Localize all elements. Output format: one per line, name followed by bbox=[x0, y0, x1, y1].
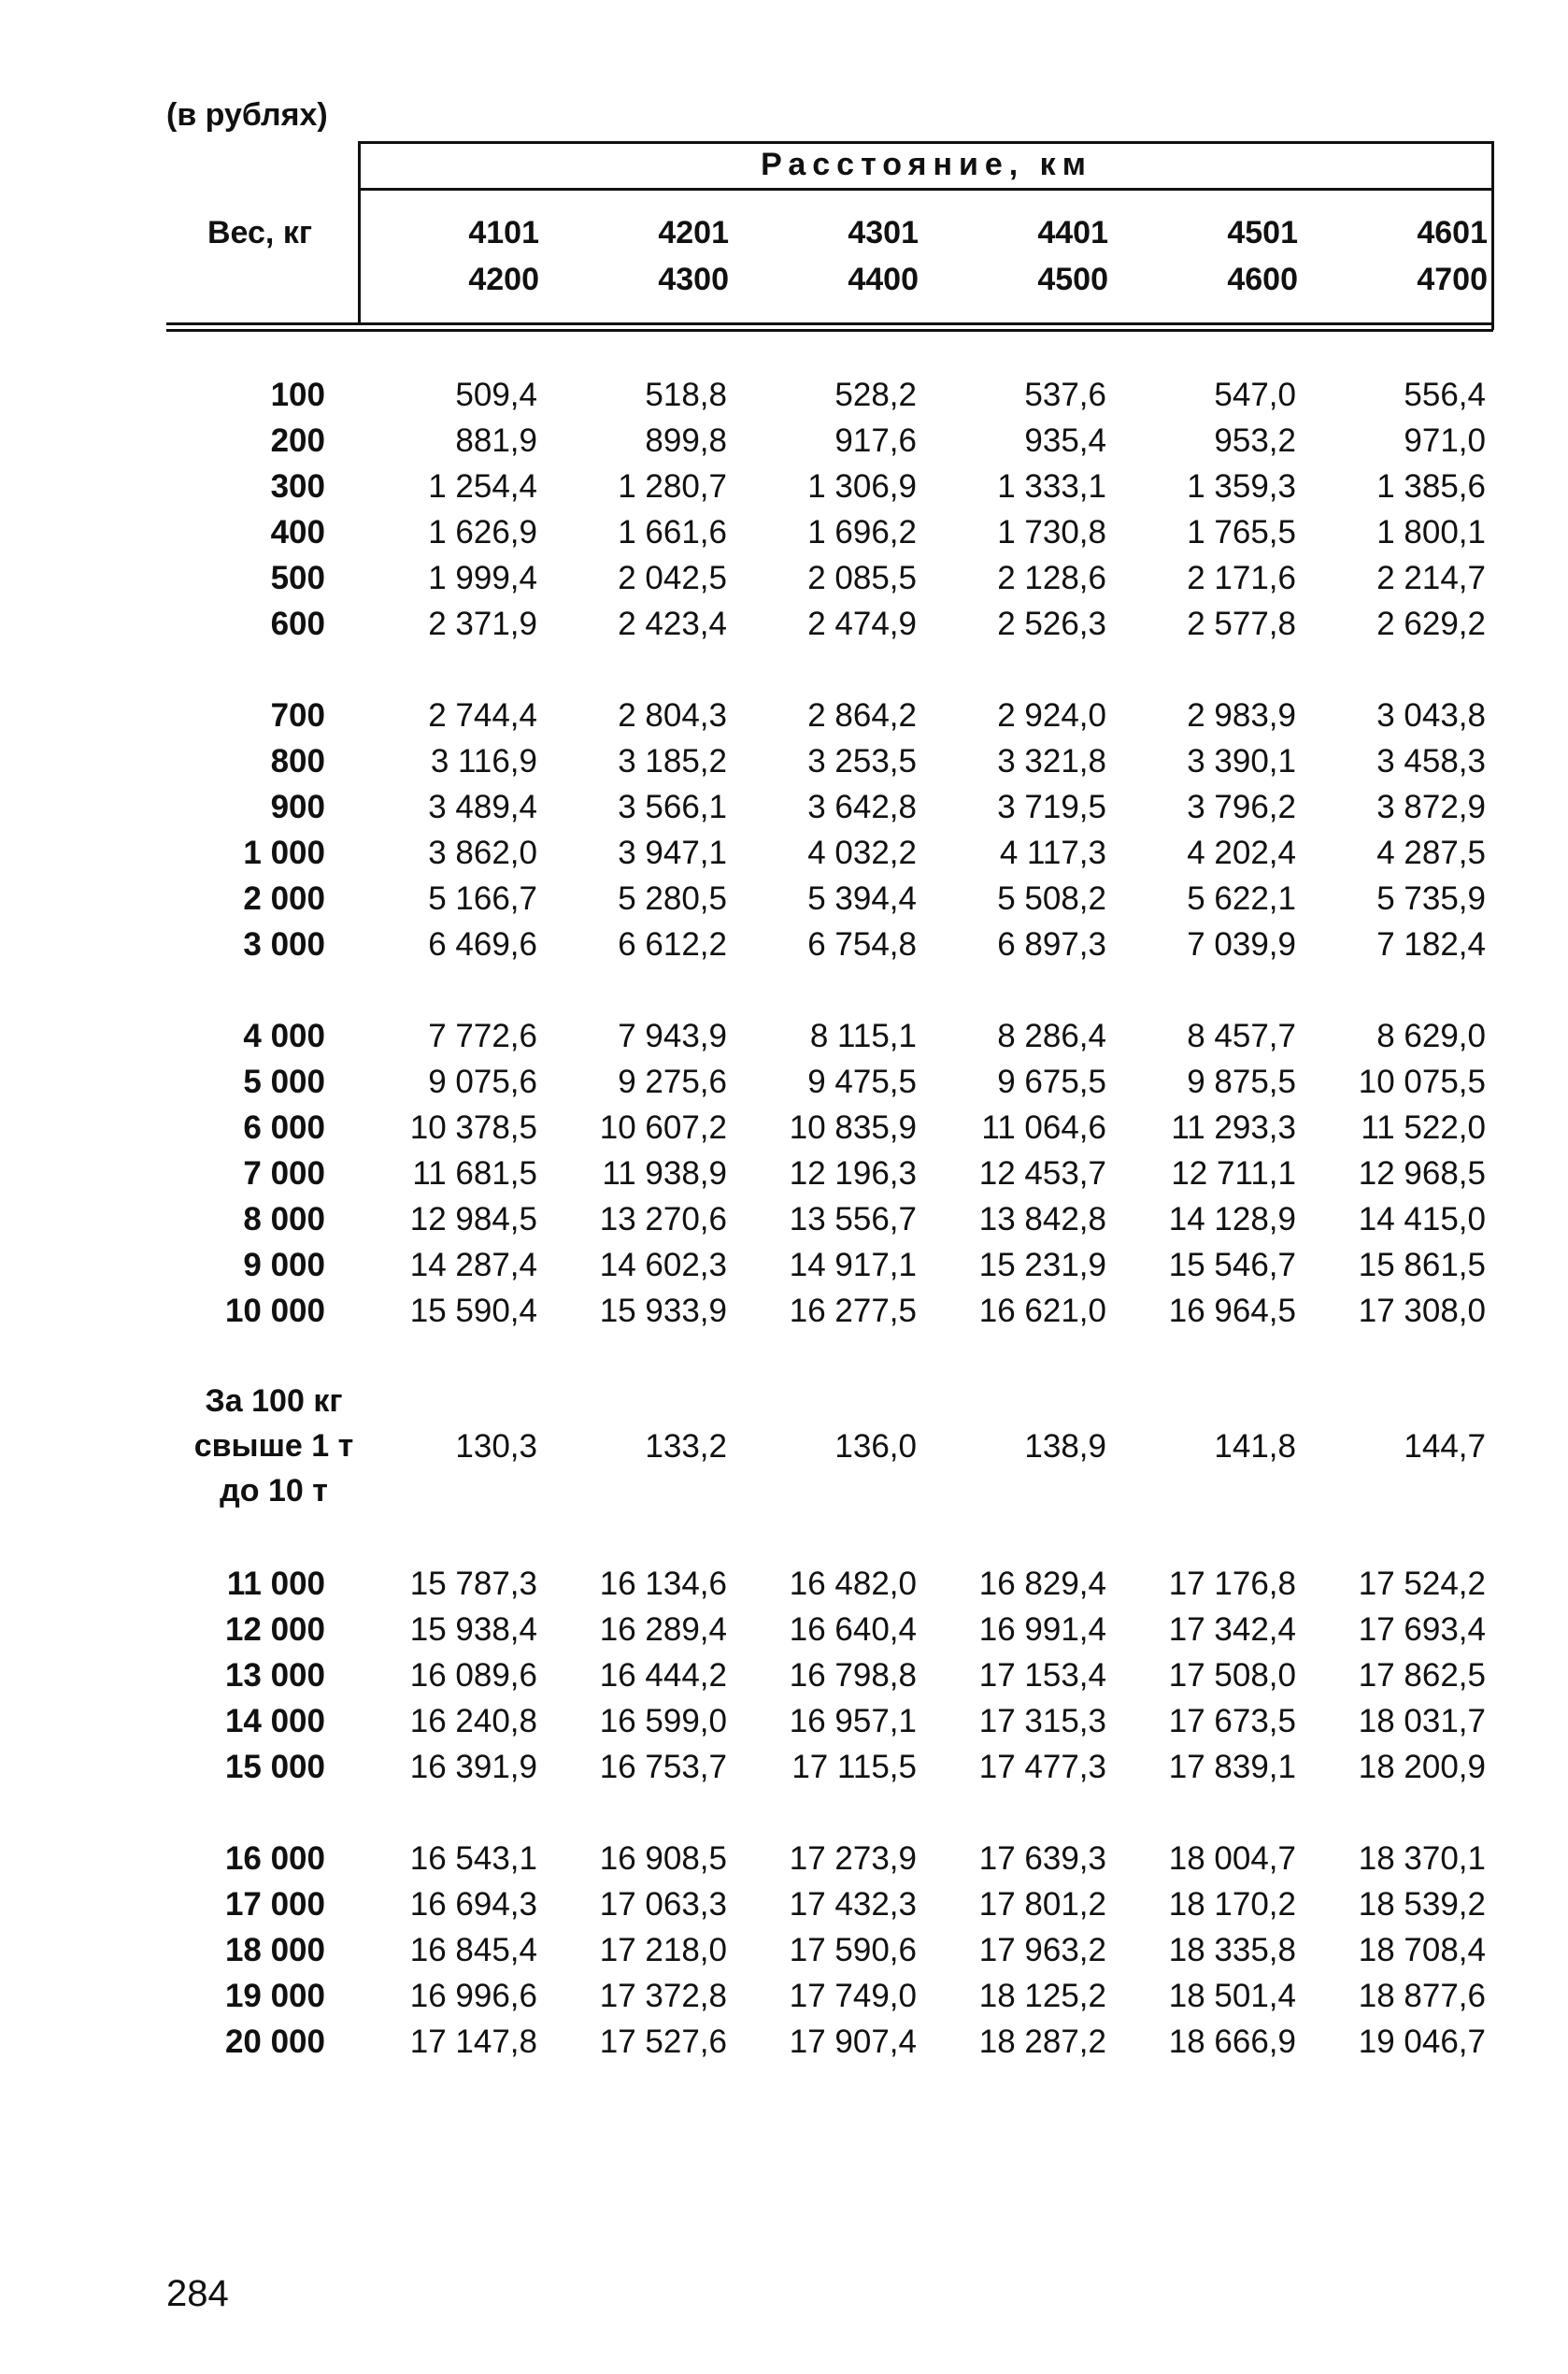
price-cell: 17 524,2 bbox=[1358, 1566, 1486, 1602]
price-cell: 1 385,6 bbox=[1376, 468, 1486, 505]
weight-cell: 5 000 bbox=[243, 1064, 325, 1100]
price-cell: 17 839,1 bbox=[1168, 1749, 1296, 1785]
price-cell: 15 787,3 bbox=[409, 1566, 537, 1602]
weight-cell: 2 000 bbox=[243, 880, 325, 917]
price-cell: 17 315,3 bbox=[978, 1703, 1106, 1739]
table-row bbox=[0, 1151, 1568, 1196]
price-cell: 17 218,0 bbox=[599, 1932, 727, 1968]
weight-cell: 9 000 bbox=[243, 1247, 325, 1283]
price-cell: 2 924,0 bbox=[997, 697, 1106, 734]
weight-cell: 400 bbox=[270, 514, 325, 551]
price-cell: 547,0 bbox=[1214, 377, 1296, 413]
price-cell: 2 423,4 bbox=[618, 606, 727, 642]
price-cell: 1 254,4 bbox=[428, 468, 537, 505]
table-row bbox=[0, 693, 1568, 738]
price-cell: 1 661,6 bbox=[618, 514, 727, 551]
price-cell: 16 240,8 bbox=[409, 1703, 537, 1739]
weight-cell: 6 000 bbox=[243, 1109, 325, 1146]
weight-cell: 3 000 bbox=[243, 926, 325, 963]
weight-column-title: Вес, кг bbox=[207, 215, 312, 250]
price-cell: 16 694,3 bbox=[409, 1886, 537, 1923]
price-cell: 1 765,5 bbox=[1187, 514, 1296, 551]
range-from: 4201 bbox=[658, 215, 729, 250]
range-from: 4301 bbox=[848, 215, 919, 250]
price-cell: 5 508,2 bbox=[997, 880, 1106, 917]
price-cell: 2 864,2 bbox=[807, 697, 917, 734]
price-cell: 13 842,8 bbox=[978, 1201, 1106, 1237]
price-cell: 13 270,6 bbox=[599, 1201, 727, 1237]
price-cell: 15 861,5 bbox=[1358, 1247, 1486, 1283]
range-from: 4401 bbox=[1037, 215, 1108, 250]
price-cell: 2 804,3 bbox=[618, 697, 727, 734]
price-cell: 5 622,1 bbox=[1187, 880, 1296, 917]
price-cell: 18 877,6 bbox=[1358, 1978, 1486, 2014]
weight-cell: 800 bbox=[270, 743, 325, 779]
table-row bbox=[0, 1288, 1568, 1334]
header-bottom-double-rule-1 bbox=[166, 322, 1493, 325]
weight-cell: 18 000 bbox=[224, 1932, 325, 1968]
price-cell: 17 801,2 bbox=[978, 1886, 1106, 1923]
distance-underline bbox=[360, 188, 1493, 191]
price-cell: 17 273,9 bbox=[789, 1840, 917, 1877]
price-cell: 899,8 bbox=[645, 422, 727, 459]
table-row bbox=[0, 1242, 1568, 1288]
distance-column-title: Расстояние, км bbox=[761, 147, 1092, 182]
price-cell: 8 286,4 bbox=[997, 1018, 1106, 1054]
range-from: 4501 bbox=[1227, 215, 1298, 250]
per-100kg-label-line: до 10 т bbox=[220, 1473, 328, 1509]
price-cell: 18 501,4 bbox=[1168, 1978, 1296, 2014]
price-cell: 130,3 bbox=[455, 1428, 537, 1465]
price-cell: 17 673,5 bbox=[1168, 1703, 1296, 1739]
price-cell: 16 134,6 bbox=[599, 1566, 727, 1602]
price-cell: 1 333,1 bbox=[997, 468, 1106, 505]
price-cell: 15 933,9 bbox=[599, 1293, 727, 1329]
price-cell: 16 845,4 bbox=[409, 1932, 537, 1968]
table-row bbox=[0, 372, 1568, 418]
table-row bbox=[0, 1836, 1568, 1881]
table-row bbox=[0, 1013, 1568, 1059]
price-cell: 2 128,6 bbox=[997, 560, 1106, 596]
table-row bbox=[0, 1744, 1568, 1790]
price-cell: 16 829,4 bbox=[978, 1566, 1106, 1602]
range-to: 4300 bbox=[658, 262, 729, 297]
weight-cell: 16 000 bbox=[224, 1840, 325, 1877]
price-cell: 17 639,3 bbox=[978, 1840, 1106, 1877]
table-row bbox=[0, 1881, 1568, 1927]
price-cell: 8 457,7 bbox=[1187, 1018, 1296, 1054]
table-row bbox=[0, 922, 1568, 967]
price-cell: 138,9 bbox=[1024, 1428, 1106, 1465]
price-cell: 6 612,2 bbox=[618, 926, 727, 963]
price-cell: 16 444,2 bbox=[599, 1657, 727, 1694]
price-cell: 9 075,6 bbox=[428, 1064, 537, 1100]
price-cell: 4 287,5 bbox=[1376, 835, 1486, 871]
price-cell: 17 693,4 bbox=[1358, 1611, 1486, 1648]
price-cell: 3 043,8 bbox=[1376, 697, 1486, 734]
weight-cell: 700 bbox=[270, 697, 325, 734]
price-cell: 3 947,1 bbox=[618, 835, 727, 871]
price-cell: 18 539,2 bbox=[1358, 1886, 1486, 1923]
price-cell: 16 289,4 bbox=[599, 1611, 727, 1648]
price-cell: 4 032,2 bbox=[807, 835, 917, 871]
weight-cell: 12 000 bbox=[224, 1611, 325, 1648]
table-row bbox=[0, 784, 1568, 830]
price-cell: 1 800,1 bbox=[1376, 514, 1486, 551]
table-row bbox=[0, 464, 1568, 509]
price-cell: 3 566,1 bbox=[618, 789, 727, 825]
table-row bbox=[0, 1105, 1568, 1151]
price-cell: 5 280,5 bbox=[618, 880, 727, 917]
price-cell: 11 064,6 bbox=[981, 1109, 1106, 1146]
price-cell: 17 372,8 bbox=[599, 1978, 727, 2014]
price-cell: 2 744,4 bbox=[428, 697, 537, 734]
price-cell: 12 968,5 bbox=[1358, 1155, 1486, 1192]
price-cell: 16 996,6 bbox=[409, 1978, 537, 2014]
price-cell: 9 275,6 bbox=[618, 1064, 727, 1100]
price-cell: 2 171,6 bbox=[1187, 560, 1296, 596]
price-cell: 8 629,0 bbox=[1376, 1018, 1486, 1054]
price-cell: 16 753,7 bbox=[599, 1749, 727, 1785]
price-cell: 6 897,3 bbox=[997, 926, 1106, 963]
price-cell: 1 359,3 bbox=[1187, 468, 1296, 505]
price-cell: 2 983,9 bbox=[1187, 697, 1296, 734]
table-row bbox=[0, 2019, 1568, 2065]
price-cell: 8 115,1 bbox=[809, 1018, 917, 1054]
table-row bbox=[0, 418, 1568, 464]
price-cell: 14 415,0 bbox=[1358, 1201, 1486, 1237]
header-bottom-double-rule-2 bbox=[166, 329, 1493, 332]
price-cell: 136,0 bbox=[834, 1428, 917, 1465]
price-cell: 3 642,8 bbox=[807, 789, 917, 825]
range-to: 4500 bbox=[1037, 262, 1108, 297]
price-cell: 16 908,5 bbox=[599, 1840, 727, 1877]
weight-cell: 19 000 bbox=[224, 1978, 325, 2014]
price-cell: 10 075,5 bbox=[1358, 1064, 1486, 1100]
price-cell: 17 527,6 bbox=[599, 2024, 727, 2060]
price-cell: 2 577,8 bbox=[1187, 606, 1296, 642]
price-cell: 17 432,3 bbox=[789, 1886, 917, 1923]
price-cell: 509,4 bbox=[455, 377, 537, 413]
weight-cell: 14 000 bbox=[224, 1703, 325, 1739]
price-cell: 18 031,7 bbox=[1358, 1703, 1486, 1739]
price-cell: 2 042,5 bbox=[618, 560, 727, 596]
price-cell: 18 666,9 bbox=[1168, 2024, 1296, 2060]
price-cell: 18 200,9 bbox=[1358, 1749, 1486, 1785]
price-cell: 10 378,5 bbox=[409, 1109, 537, 1146]
price-cell: 11 522,0 bbox=[1361, 1109, 1486, 1146]
table-row bbox=[0, 1927, 1568, 1973]
price-cell: 2 474,9 bbox=[807, 606, 917, 642]
price-cell: 16 621,0 bbox=[978, 1293, 1106, 1329]
range-to: 4600 bbox=[1227, 262, 1298, 297]
price-cell: 16 599,0 bbox=[599, 1703, 727, 1739]
range-from: 4601 bbox=[1417, 215, 1488, 250]
weight-cell: 8 000 bbox=[243, 1201, 325, 1237]
price-cell: 528,2 bbox=[834, 377, 917, 413]
price-cell: 11 681,5 bbox=[412, 1155, 537, 1192]
price-cell: 1 280,7 bbox=[618, 468, 727, 505]
price-cell: 9 875,5 bbox=[1187, 1064, 1296, 1100]
price-cell: 917,6 bbox=[834, 422, 917, 459]
price-cell: 18 708,4 bbox=[1358, 1932, 1486, 1968]
price-cell: 133,2 bbox=[645, 1428, 727, 1465]
price-cell: 11 293,3 bbox=[1171, 1109, 1296, 1146]
price-cell: 971,0 bbox=[1404, 422, 1486, 459]
weight-cell: 15 000 bbox=[224, 1749, 325, 1785]
price-cell: 3 796,2 bbox=[1187, 789, 1296, 825]
price-cell: 15 231,9 bbox=[978, 1247, 1106, 1283]
price-cell: 1 730,8 bbox=[997, 514, 1106, 551]
weight-cell: 10 000 bbox=[224, 1293, 325, 1329]
price-cell: 3 116,9 bbox=[430, 743, 537, 779]
price-cell: 19 046,7 bbox=[1358, 2024, 1486, 2060]
price-cell: 1 999,4 bbox=[428, 560, 537, 596]
table-caption: (в рублях) bbox=[166, 97, 328, 133]
weight-cell: 900 bbox=[270, 789, 325, 825]
price-cell: 17 963,2 bbox=[978, 1932, 1106, 1968]
weight-cell: 600 bbox=[270, 606, 325, 642]
price-cell: 2 085,5 bbox=[807, 560, 917, 596]
price-cell: 5 166,7 bbox=[428, 880, 537, 917]
price-cell: 2 526,3 bbox=[997, 606, 1106, 642]
price-cell: 18 370,1 bbox=[1358, 1840, 1486, 1877]
price-cell: 16 391,9 bbox=[409, 1749, 537, 1785]
price-cell: 2 371,9 bbox=[428, 606, 537, 642]
weight-cell: 4 000 bbox=[243, 1018, 325, 1054]
price-cell: 18 287,2 bbox=[978, 2024, 1106, 2060]
price-cell: 7 182,4 bbox=[1376, 926, 1486, 963]
price-cell: 144,7 bbox=[1404, 1428, 1486, 1465]
price-cell: 18 125,2 bbox=[978, 1978, 1106, 2014]
price-cell: 537,6 bbox=[1024, 377, 1106, 413]
table-row bbox=[0, 1973, 1568, 2019]
price-cell: 935,4 bbox=[1024, 422, 1106, 459]
price-cell: 12 711,1 bbox=[1171, 1155, 1296, 1192]
price-cell: 17 907,4 bbox=[789, 2024, 917, 2060]
price-cell: 7 772,6 bbox=[428, 1018, 537, 1054]
weight-cell: 7 000 bbox=[243, 1155, 325, 1192]
table-row bbox=[0, 830, 1568, 876]
price-cell: 16 964,5 bbox=[1168, 1293, 1296, 1329]
price-cell: 16 543,1 bbox=[409, 1840, 537, 1877]
price-cell: 3 458,3 bbox=[1376, 743, 1486, 779]
price-cell: 1 696,2 bbox=[807, 514, 917, 551]
weight-cell: 17 000 bbox=[224, 1886, 325, 1923]
price-cell: 17 308,0 bbox=[1358, 1293, 1486, 1329]
price-cell: 3 489,4 bbox=[428, 789, 537, 825]
per-100kg-label-line: свыше 1 т bbox=[193, 1428, 354, 1464]
page-number: 284 bbox=[166, 2273, 229, 2314]
weight-cell: 20 000 bbox=[224, 2024, 325, 2060]
price-cell: 16 957,1 bbox=[789, 1703, 917, 1739]
table-row bbox=[0, 738, 1568, 784]
price-cell: 10 607,2 bbox=[599, 1109, 727, 1146]
price-cell: 3 185,2 bbox=[618, 743, 727, 779]
weight-cell: 300 bbox=[270, 468, 325, 505]
price-cell: 12 984,5 bbox=[409, 1201, 537, 1237]
price-cell: 12 196,3 bbox=[789, 1155, 917, 1192]
weight-cell: 200 bbox=[270, 422, 325, 459]
price-cell: 4 202,4 bbox=[1187, 835, 1296, 871]
price-cell: 17 115,5 bbox=[791, 1749, 917, 1785]
price-cell: 7 039,9 bbox=[1187, 926, 1296, 963]
price-cell: 7 943,9 bbox=[618, 1018, 727, 1054]
per-100kg-values bbox=[0, 1423, 1568, 1469]
weight-cell: 100 bbox=[270, 377, 325, 413]
price-cell: 9 675,5 bbox=[997, 1064, 1106, 1100]
table-row bbox=[0, 876, 1568, 922]
weight-cell: 13 000 bbox=[224, 1657, 325, 1694]
table-row bbox=[0, 555, 1568, 601]
price-cell: 18 335,8 bbox=[1168, 1932, 1296, 1968]
price-cell: 16 640,4 bbox=[789, 1611, 917, 1648]
per-100kg-label-line: За 100 кг bbox=[205, 1383, 343, 1419]
weight-cell: 11 000 bbox=[226, 1566, 325, 1602]
price-cell: 17 477,3 bbox=[978, 1749, 1106, 1785]
table-row bbox=[0, 1196, 1568, 1242]
price-cell: 518,8 bbox=[645, 377, 727, 413]
price-cell: 953,2 bbox=[1214, 422, 1296, 459]
price-cell: 3 253,5 bbox=[807, 743, 917, 779]
price-cell: 16 482,0 bbox=[789, 1566, 917, 1602]
table-row bbox=[0, 1059, 1568, 1105]
price-cell: 15 938,4 bbox=[409, 1611, 537, 1648]
price-cell: 17 862,5 bbox=[1358, 1657, 1486, 1694]
price-cell: 3 862,0 bbox=[428, 835, 537, 871]
weight-cell: 1 000 bbox=[243, 835, 325, 871]
price-cell: 14 287,4 bbox=[409, 1247, 537, 1283]
price-cell: 141,8 bbox=[1214, 1428, 1296, 1465]
price-cell: 3 321,8 bbox=[997, 743, 1106, 779]
table-row bbox=[0, 601, 1568, 647]
price-cell: 14 917,1 bbox=[789, 1247, 917, 1283]
price-cell: 3 390,1 bbox=[1187, 743, 1296, 779]
price-cell: 1 306,9 bbox=[807, 468, 917, 505]
price-cell: 17 063,3 bbox=[599, 1886, 727, 1923]
price-cell: 2 214,7 bbox=[1376, 560, 1486, 596]
price-cell: 3 719,5 bbox=[997, 789, 1106, 825]
price-cell: 16 277,5 bbox=[789, 1293, 917, 1329]
range-from: 4101 bbox=[468, 215, 539, 250]
table-row bbox=[0, 1607, 1568, 1652]
price-cell: 881,9 bbox=[455, 422, 537, 459]
price-cell: 18 170,2 bbox=[1168, 1886, 1296, 1923]
range-to: 4700 bbox=[1417, 262, 1488, 297]
price-cell: 17 749,0 bbox=[789, 1978, 917, 2014]
price-cell: 3 872,9 bbox=[1376, 789, 1486, 825]
price-cell: 17 147,8 bbox=[409, 2024, 537, 2060]
range-to: 4400 bbox=[848, 262, 919, 297]
price-cell: 5 394,4 bbox=[807, 880, 917, 917]
range-to: 4200 bbox=[468, 262, 539, 297]
price-cell: 556,4 bbox=[1404, 377, 1486, 413]
price-cell: 18 004,7 bbox=[1168, 1840, 1296, 1877]
price-cell: 1 626,9 bbox=[428, 514, 537, 551]
price-cell: 11 938,9 bbox=[602, 1155, 727, 1192]
price-cell: 17 590,6 bbox=[789, 1932, 917, 1968]
table-row bbox=[0, 1561, 1568, 1607]
price-cell: 4 117,3 bbox=[999, 835, 1106, 871]
weight-cell: 500 bbox=[270, 560, 325, 596]
table-row bbox=[0, 509, 1568, 555]
price-cell: 14 128,9 bbox=[1168, 1201, 1296, 1237]
price-cell: 9 475,5 bbox=[807, 1064, 917, 1100]
price-cell: 15 546,7 bbox=[1168, 1247, 1296, 1283]
price-cell: 13 556,7 bbox=[789, 1201, 917, 1237]
price-cell: 17 153,4 bbox=[978, 1657, 1106, 1694]
price-cell: 15 590,4 bbox=[409, 1293, 537, 1329]
price-cell: 16 798,8 bbox=[789, 1657, 917, 1694]
price-cell: 6 754,8 bbox=[807, 926, 917, 963]
price-cell: 2 629,2 bbox=[1376, 606, 1486, 642]
price-cell: 17 508,0 bbox=[1168, 1657, 1296, 1694]
price-cell: 17 342,4 bbox=[1168, 1611, 1296, 1648]
table-row bbox=[0, 1698, 1568, 1744]
price-cell: 10 835,9 bbox=[789, 1109, 917, 1146]
table-row bbox=[0, 1652, 1568, 1698]
price-cell: 6 469,6 bbox=[428, 926, 537, 963]
price-cell: 16 089,6 bbox=[409, 1657, 537, 1694]
price-cell: 5 735,9 bbox=[1376, 880, 1486, 917]
header-top-rule bbox=[360, 141, 1493, 144]
price-cell: 16 991,4 bbox=[978, 1611, 1106, 1648]
price-cell: 17 176,8 bbox=[1168, 1566, 1296, 1602]
price-cell: 12 453,7 bbox=[978, 1155, 1106, 1192]
price-cell: 14 602,3 bbox=[599, 1247, 727, 1283]
